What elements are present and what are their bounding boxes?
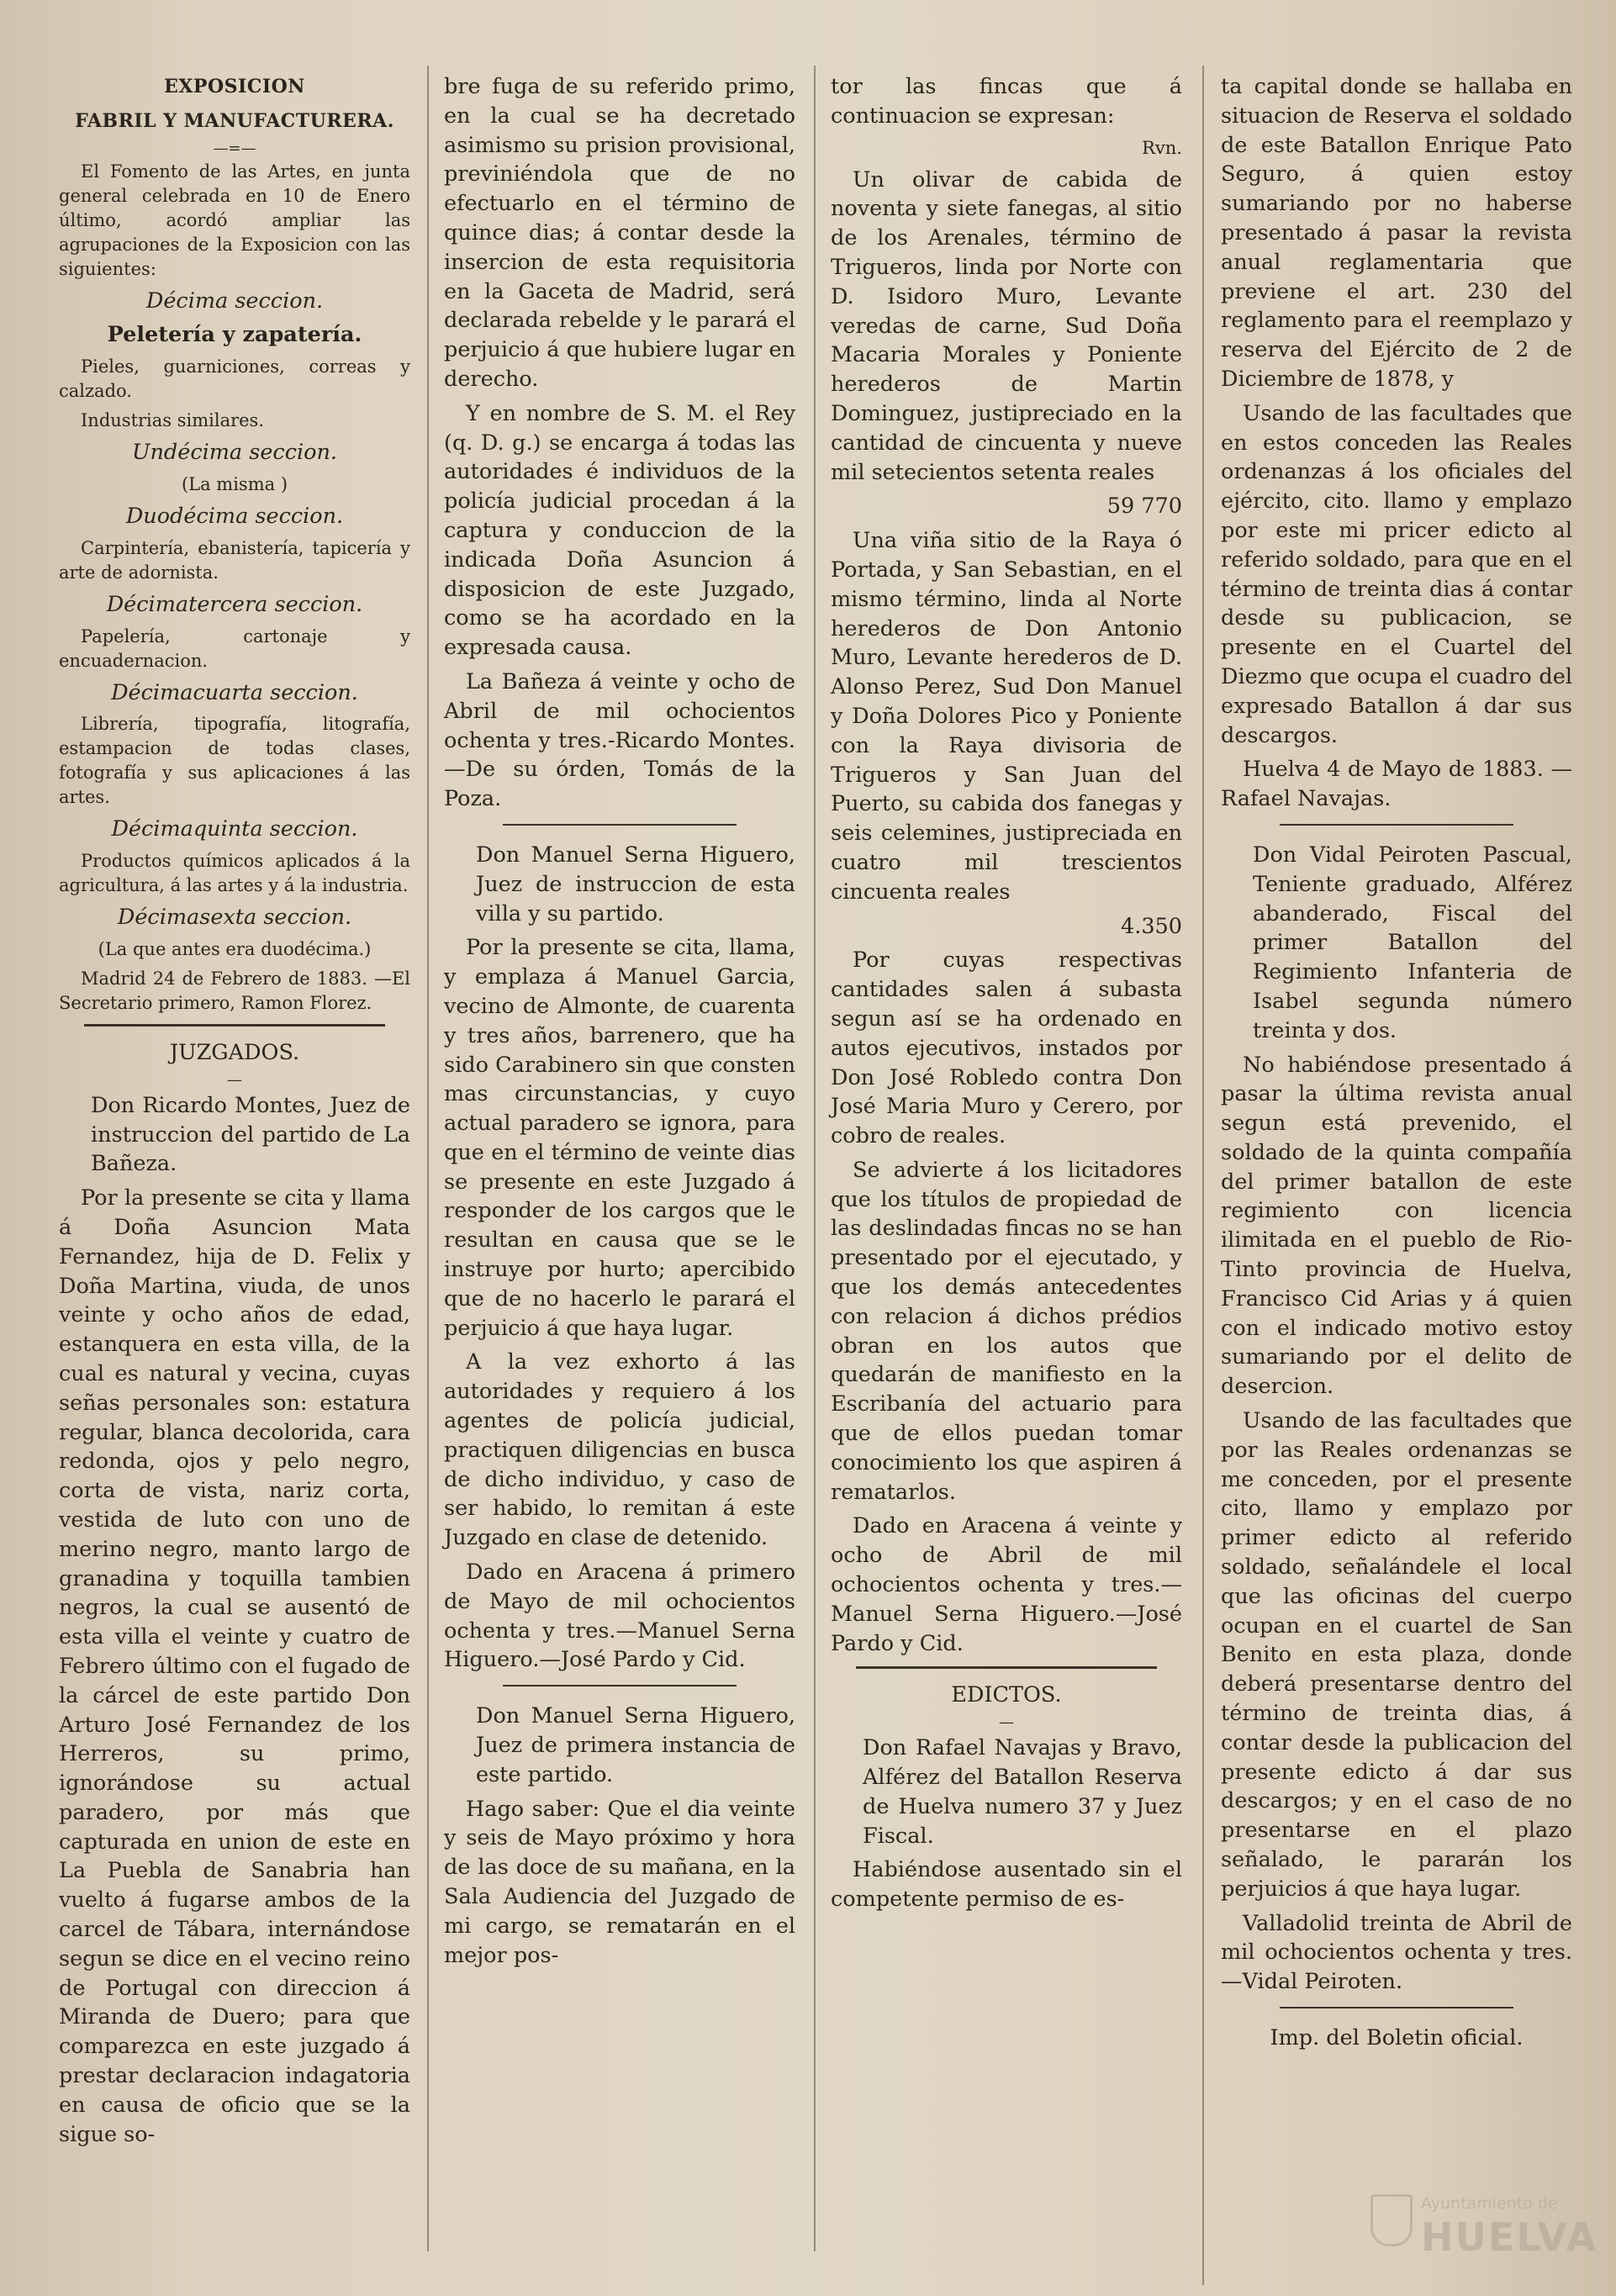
- section-items: Papelería, cartonaje y encuadernacion.: [59, 625, 410, 671]
- section-rule: [1280, 2007, 1513, 2008]
- section-rule: [503, 824, 737, 826]
- edict-body: Habiéndose ausentado sin el competente permiso de es-: [831, 1857, 1182, 1913]
- edict-body: Y en nombre de S. M. el Rey (q. D. g.) se encarga á todas las autoridades é individuos de la policía judicial procedan á la captura y conduccion de la indicada Doña Asuncion á disposicion de este Juzgado, como se ha acordado en la expresada causa.: [444, 400, 795, 661]
- property-amount: 59 770: [1106, 494, 1182, 520]
- section-items: Industrias similares.: [81, 410, 265, 431]
- section-heading: Décimasexta seccion.: [117, 905, 352, 931]
- section-items: Librería, tipografía, litografía, estampacion de todas clases, fotografía y sus aplicaciones á las artes.: [59, 714, 410, 808]
- edict-heading: Don Vidal Peiroten Pascual, Teniente graduado, Alférez abanderado, Fiscal del primer Batallon del Regimiento Infanteria de Isabel segunda número treinta y dos.: [1253, 842, 1572, 1043]
- section-heading: Undécima seccion.: [131, 440, 338, 466]
- currency-label: Rvn.: [1142, 137, 1182, 158]
- section-heading: Décimatercera seccion.: [106, 591, 363, 617]
- section-rule: [856, 1666, 1157, 1669]
- exposicion-signature: Madrid 24 de Febrero de 1883. —El Secretario primero, Ramon Florez.: [59, 968, 410, 1013]
- section-items: Productos químicos aplicados á la agricultura, á las artes y á la industria.: [59, 851, 410, 896]
- property-description: Un olivar de cabida de noventa y siete fanegas, al sitio de los Arenales, término de Trigueros, linda por Norte con D. Isidoro Muro, Levante veredas de carne, Sud Doña Macaria Morales y Poniente herederos de Martin Dominguez, justipreciado en la cantidad de cincuenta y nueve mil setecientos setenta reales: [831, 166, 1182, 485]
- section-items: Carpintería, ebanistería, tapicería y arte de adornista.: [59, 537, 410, 583]
- watermark-line1: Ayuntamiento de: [1421, 2194, 1558, 2213]
- edict-body: Se advierte á los licitadores que los títulos de propiedad de las deslindadas fincas no se han presentado por el ejecutado, y que los demás antecedentes con relacion á dichos prédios obran en los autos que quedarán de manifiesto en la Escribanía del actuario para que de ellos puedan tomar conocimiento los que aspiren á rematarlos.: [831, 1157, 1182, 1505]
- edict-signature: La Bañeza á veinte y ocho de Abril de mil ochocientos ochenta y tres.-Ricardo Montes.—De su órden, Tomás de la Poza.: [444, 668, 795, 812]
- edict-signature: Dado en Aracena á veinte y ocho de Abril de mil ochocientos ochenta y tres.—Manuel Serna Higuero.—José Pardo y Cid.: [831, 1513, 1182, 1656]
- section-rule: [503, 1685, 737, 1686]
- column-2: [444, 72, 795, 1975]
- property-amount: 4.350: [1120, 913, 1182, 939]
- dash-separator: —: [227, 1070, 242, 1089]
- watermark-line2: HUELVA: [1421, 2214, 1598, 2260]
- edict-body: Por cuyas respectivas cantidades salen á subasta segun así se ha ordenado en autos ejecutivos, instados por Don José Robledo contra Don José Maria Muro y Cerero, por cobro de reales.: [831, 947, 1182, 1149]
- column-divider: [1202, 66, 1204, 2285]
- archive-watermark: [1370, 2186, 1598, 2278]
- edictos-heading: EDICTOS.: [951, 1682, 1062, 1708]
- edict-body-continued: tor las fincas que á continuacion se expresan:: [831, 74, 1182, 129]
- edict-signature: Dado en Aracena á primero de Mayo de mil ochocientos ochenta y tres.—Manuel Serna Higuero.—José Pardo y Cid.: [444, 1560, 795, 1673]
- column-1: [59, 72, 410, 2154]
- section-heading: Décimacuarta seccion.: [111, 679, 358, 705]
- edict-body-continued: ta capital donde se hallaba en situacion de Reserva el soldado de este Batallon Enrique Pato Seguro, á quien estoy sumariando por no haberse presentado á pasar la revista anual reglamentaria que previene el art. 230 del reglamento para el reemplazo y reserva del Ejército de 2 de Diciembre de 1878, y: [1221, 74, 1572, 392]
- edict-signature: Huelva 4 de Mayo de 1883. —Rafael Navajas.: [1221, 757, 1572, 812]
- edict-body-continued: bre fuga de su referido primo, en la cual se ha decretado asimismo su prision provisional, previniéndola que de no efectuarlo en el término de quince dias; á contar desde la insercion de esta requisitoria en la Gaceta de Madrid, será declarada rebelde y le parará el perjuicio á que hubiere lugar en derecho.: [444, 74, 795, 392]
- exposicion-title: EXPOSICION: [164, 76, 305, 98]
- section-heading: Décima seccion.: [145, 288, 324, 314]
- dash-separator: —: [999, 1713, 1014, 1732]
- juzgados-heading: JUZGADOS.: [169, 1039, 300, 1065]
- section-name: (La misma ): [181, 473, 288, 494]
- printer-imprint: Imp. del Boletin oficial.: [1270, 2025, 1524, 2051]
- exposicion-subtitle: FABRIL Y MANUFACTURERA.: [75, 109, 394, 132]
- edict-body: No habiéndose presentado á pasar la última revista anual segun está prevenido, el soldado de la quinta compañía del primer batallon de este regimiento con licencia ilimitada en el pueblo de Rio-Tinto provincia de Huelva, Francisco Cid Arias y á quien con el indicado motivo estoy sumariando por el delito de desercion.: [1221, 1052, 1572, 1400]
- column-divider: [814, 66, 816, 2251]
- edict-body: A la vez exhorto á las autoridades y requiero á los agentes de policía judicial, practiquen diligencias en busca de dicho individuo, y caso de ser habido, lo remitan á este Juzgado en clase de detenido.: [444, 1349, 795, 1551]
- section-heading: Duodécima seccion.: [125, 503, 344, 529]
- coat-of-arms-icon: [1370, 2194, 1413, 2246]
- edict-body: Usando de las facultades que en estos conceden las Reales ordenanzas á los oficiales del ejército, cito. llamo y emplazo por este mi pricer edicto al referido soldado, para que en el término de treinta dias á contar desde su publicacion, se presente en el Cuartel del Diezmo que ocupa el cuadro del expresado Batallon á dar sus descargos.: [1221, 400, 1572, 748]
- section-heading: Décimaquinta seccion.: [111, 816, 358, 842]
- edict-body: Usando de las facultades que por las Reales ordenanzas se me conceden, por el presente cito, llamo y emplazo por primer edicto al referido soldado, señalándele el local que las oficinas del cuerpo ocupan en el cuartel de San Benito en esta plaza, donde deberá presentarse dentro del término de treinta dias, á contar desde la publicacion del presente edicto á dar sus descargos; y en el caso de no presentarse en el plazo señalado, le pararán los perjuicios á que haya lugar.: [1221, 1408, 1572, 1902]
- section-items: Pieles, guarniciones, correas y calzado.: [59, 356, 410, 402]
- section-rule: [1280, 824, 1513, 826]
- edict-heading: Don Manuel Serna Higuero, Juez de primera instancia de este partido.: [476, 1703, 795, 1787]
- edict-signature: Valladolid treinta de Abril de mil ochocientos ochenta y tres.—Vidal Peiroten.: [1221, 1910, 1572, 1995]
- edict-heading: Don Rafael Navajas y Bravo, Alférez del Batallon Reserva de Huelva numero 37 y Juez Fiscal.: [863, 1735, 1182, 1849]
- edict-heading: Don Ricardo Montes, Juez de instruccion del partido de La Bañeza.: [91, 1092, 410, 1177]
- edict-body: Por la presente se cita, llama, y emplaza á Manuel Garcia, vecino de Almonte, de cuarenta y tres años, barrenero, que ha sido Carabinero sin que consten mas circunstancias, y cuyo actual paradero se ignora, para que en el término de veinte dias se presente en este Juzgado á responder de los cargos que le resultan en causa que se le instruye por hurto; apercibido que de no hacerlo le parará el perjuicio á que haya lugar.: [444, 935, 795, 1341]
- edict-heading: Don Manuel Serna Higuero, Juez de instruccion de esta villa y su partido.: [476, 842, 795, 926]
- column-4: [1221, 72, 1572, 2058]
- dash-separator: —=—: [213, 139, 256, 157]
- section-name: Peletería y zapatería.: [107, 322, 362, 348]
- section-rule: [84, 1024, 385, 1027]
- exposicion-body: El Fomento de las Artes, en junta general celebrada en 10 de Enero último, acordó ampliar las agrupaciones de la Exposicion con las siguientes:: [59, 161, 410, 279]
- edict-body: Hago saber: Que el dia veinte y seis de Mayo próximo y hora de las doce de su mañana, en la Sala Audiencia del Juzgado de mi cargo, se rematarán en el mejor pos-: [444, 1796, 795, 1968]
- column-3: [831, 72, 1182, 1919]
- property-description: Una viña sitio de la Raya ó Portada, y San Sebastian, en el mismo término, linda al Norte herederos de Don Antonio Muro, Levante herederos de D. Alonso Perez, Sud Don Manuel y Doña Dolores Pico y Poniente con la Raya divisoria de Trigueros y San Juan del Puerto, su cabida dos fanegas y seis celemines, justipreciada en cuatro mil trescientos cincuenta reales: [831, 528, 1182, 905]
- edict-body: Por la presente se cita y llama á Doña Asuncion Mata Fernandez, hija de D. Felix y Doña Martina, viuda, de unos veinte y ocho años de edad, estanquera en esta villa, de la cual es natural y vecina, cuyas señas personales son: estatura regular, blanca decolorida, cara redonda, ojos y pelo negro, corta de vista, nariz corta, vestida de luto con uno de merino negro, manto largo de granadina y toquilla tambien negros, la cual se ausentó de esta villa el veinte y cuatro de Febrero último con el fugado de la cárcel de este partido Don Arturo José Fernandez de los Herreros, su primo, ignorándose su actual paradero, por más que capturada en union de este en La Puebla de Sanabria han vuelto á fugarse ambos de la carcel de Tábara, internándose segun se dice en el vecino reino de Portugal con direccion á Miranda de Duero; para que comparezca en este juzgado á prestar declaracion indagatoria en causa de oficio que se la sigue so-: [59, 1185, 410, 2147]
- section-items: (La que antes era duodécima.): [98, 938, 372, 959]
- column-divider: [427, 66, 429, 2251]
